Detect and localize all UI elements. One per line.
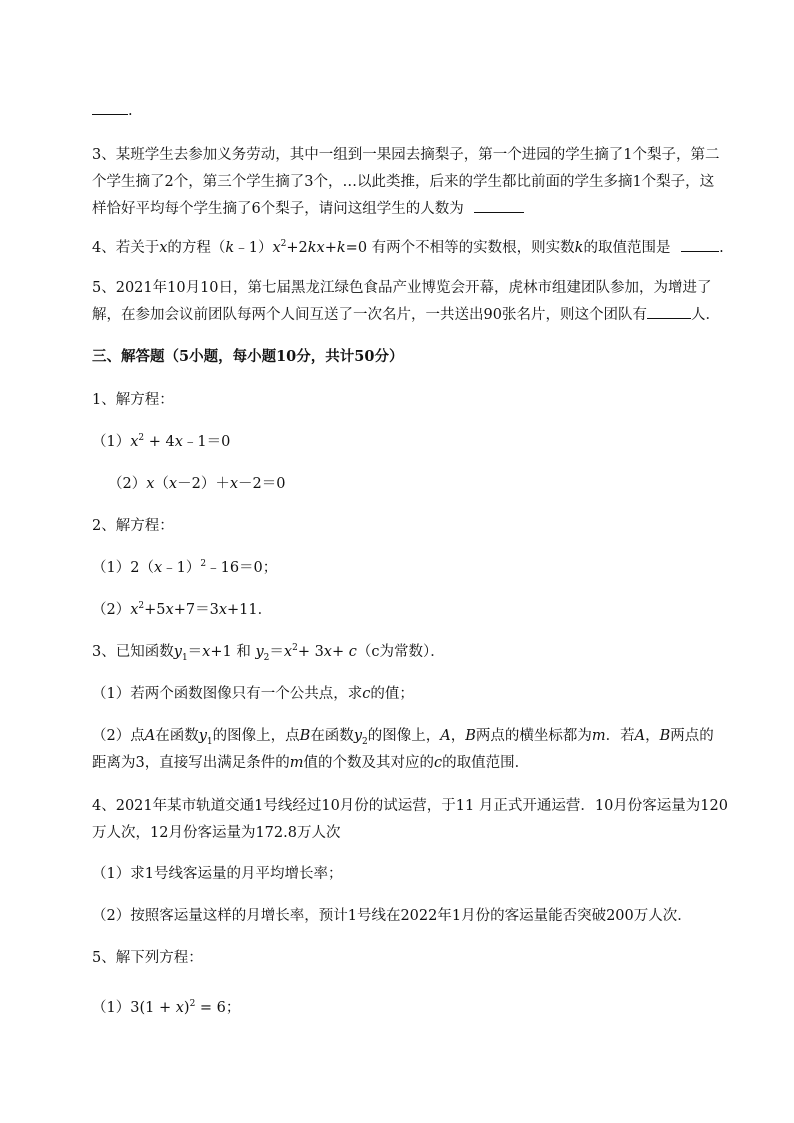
- question-3-line-2: 个学生摘了2个，第三个学生摘了3个，…以此类推，后来的学生都比前面的学生多摘1个梨子，这: [92, 174, 715, 190]
- s3-question-3-part-2-line-2: 距离为3，直接写出满足条件的m值的个数及其对应的c的取值范围．: [92, 755, 530, 771]
- question-3-line-3: 样恰好平均每个学生摘了6个梨子，请问这组学生的人数为: [92, 197, 524, 218]
- question-5-line-1: 5、2021年10月10日，第七届黑龙江绿色食品产业博览会开幕，虎林市组建团队参加，为增进了: [92, 280, 712, 296]
- s3-question-5-part-1: $(1)3(1 + x)^2 = 6$；: [92, 999, 241, 1016]
- s3-question-1-part-2: （2）x（x－2）＋x－2＝0: [108, 476, 286, 492]
- s3-question-4-line-2: 万人次，12月份客运量为172.8万人次: [92, 825, 341, 841]
- s3-question-5-stem: 5、解下列方程：: [92, 950, 203, 966]
- s3-question-2-part-2: $(2)x^2+5x+7=3x+11$．: [92, 601, 273, 618]
- answer-blank: [647, 306, 691, 319]
- s3-question-4-part-2: （2）按照客运量这样的月增长率，预计1号线在2022年1月份的客运量能否突破200万人次．: [92, 908, 692, 924]
- s3-question-1-stem: 1、解方程：: [92, 392, 174, 408]
- question-3-line-1: 3、某班学生去参加义务劳动，其中一组到一果园去摘梨子，第一个进园的学生摘了1个梨子，第二: [92, 147, 720, 163]
- s3-question-3-part-2-line-1: （2）点A在函数$y_1$的图像上，点B在函数$y_2$的图像上，A，B两点的横坐标都为m．若A，B两点的: [92, 728, 714, 747]
- previous-question-tail: .: [92, 102, 133, 119]
- s3-question-3-part-1: （1）若两个函数图像只有一个公共点，求c的值；: [92, 686, 414, 702]
- s3-question-3-stem: 3、已知函数$y_1=x+1$ 和 $y_2=x^2+ 3x+ c(c$为常数）．: [92, 643, 445, 663]
- section-title: 三、解答题（5小题，每小题10分，共计50分）: [92, 348, 404, 365]
- question-5-line-2: 解，在参加会议前团队每两个人间互送了一次名片，一共送出90张名片，则这个团队有 人．: [92, 307, 720, 323]
- s3-question-2-part-1: （1）2（x﹣1）$^2$﹣16＝0；: [92, 559, 278, 576]
- question-4: 4、若关于x的方程$(k﹣1)x^2+2kx+k=0$ 有两个不相等的实数根，则实数k的取值范围是 .: [92, 239, 724, 256]
- s3-question-4-part-1: （1）求1号线客运量的月平均增长率；: [92, 866, 343, 882]
- answer-blank: [92, 102, 128, 115]
- s3-question-4-line-1: 4、2021年某市轨道交通1号线经过10月份的试运营，于11 月正式开通运营．10月份客运量为120: [92, 798, 728, 814]
- answer-blank: [681, 239, 719, 252]
- s3-question-2-stem: 2、解方程：: [92, 518, 174, 534]
- answer-blank: [474, 200, 524, 213]
- s3-question-1-part-1: $(1)x^2$ + 4x﹣1＝0: [92, 433, 231, 450]
